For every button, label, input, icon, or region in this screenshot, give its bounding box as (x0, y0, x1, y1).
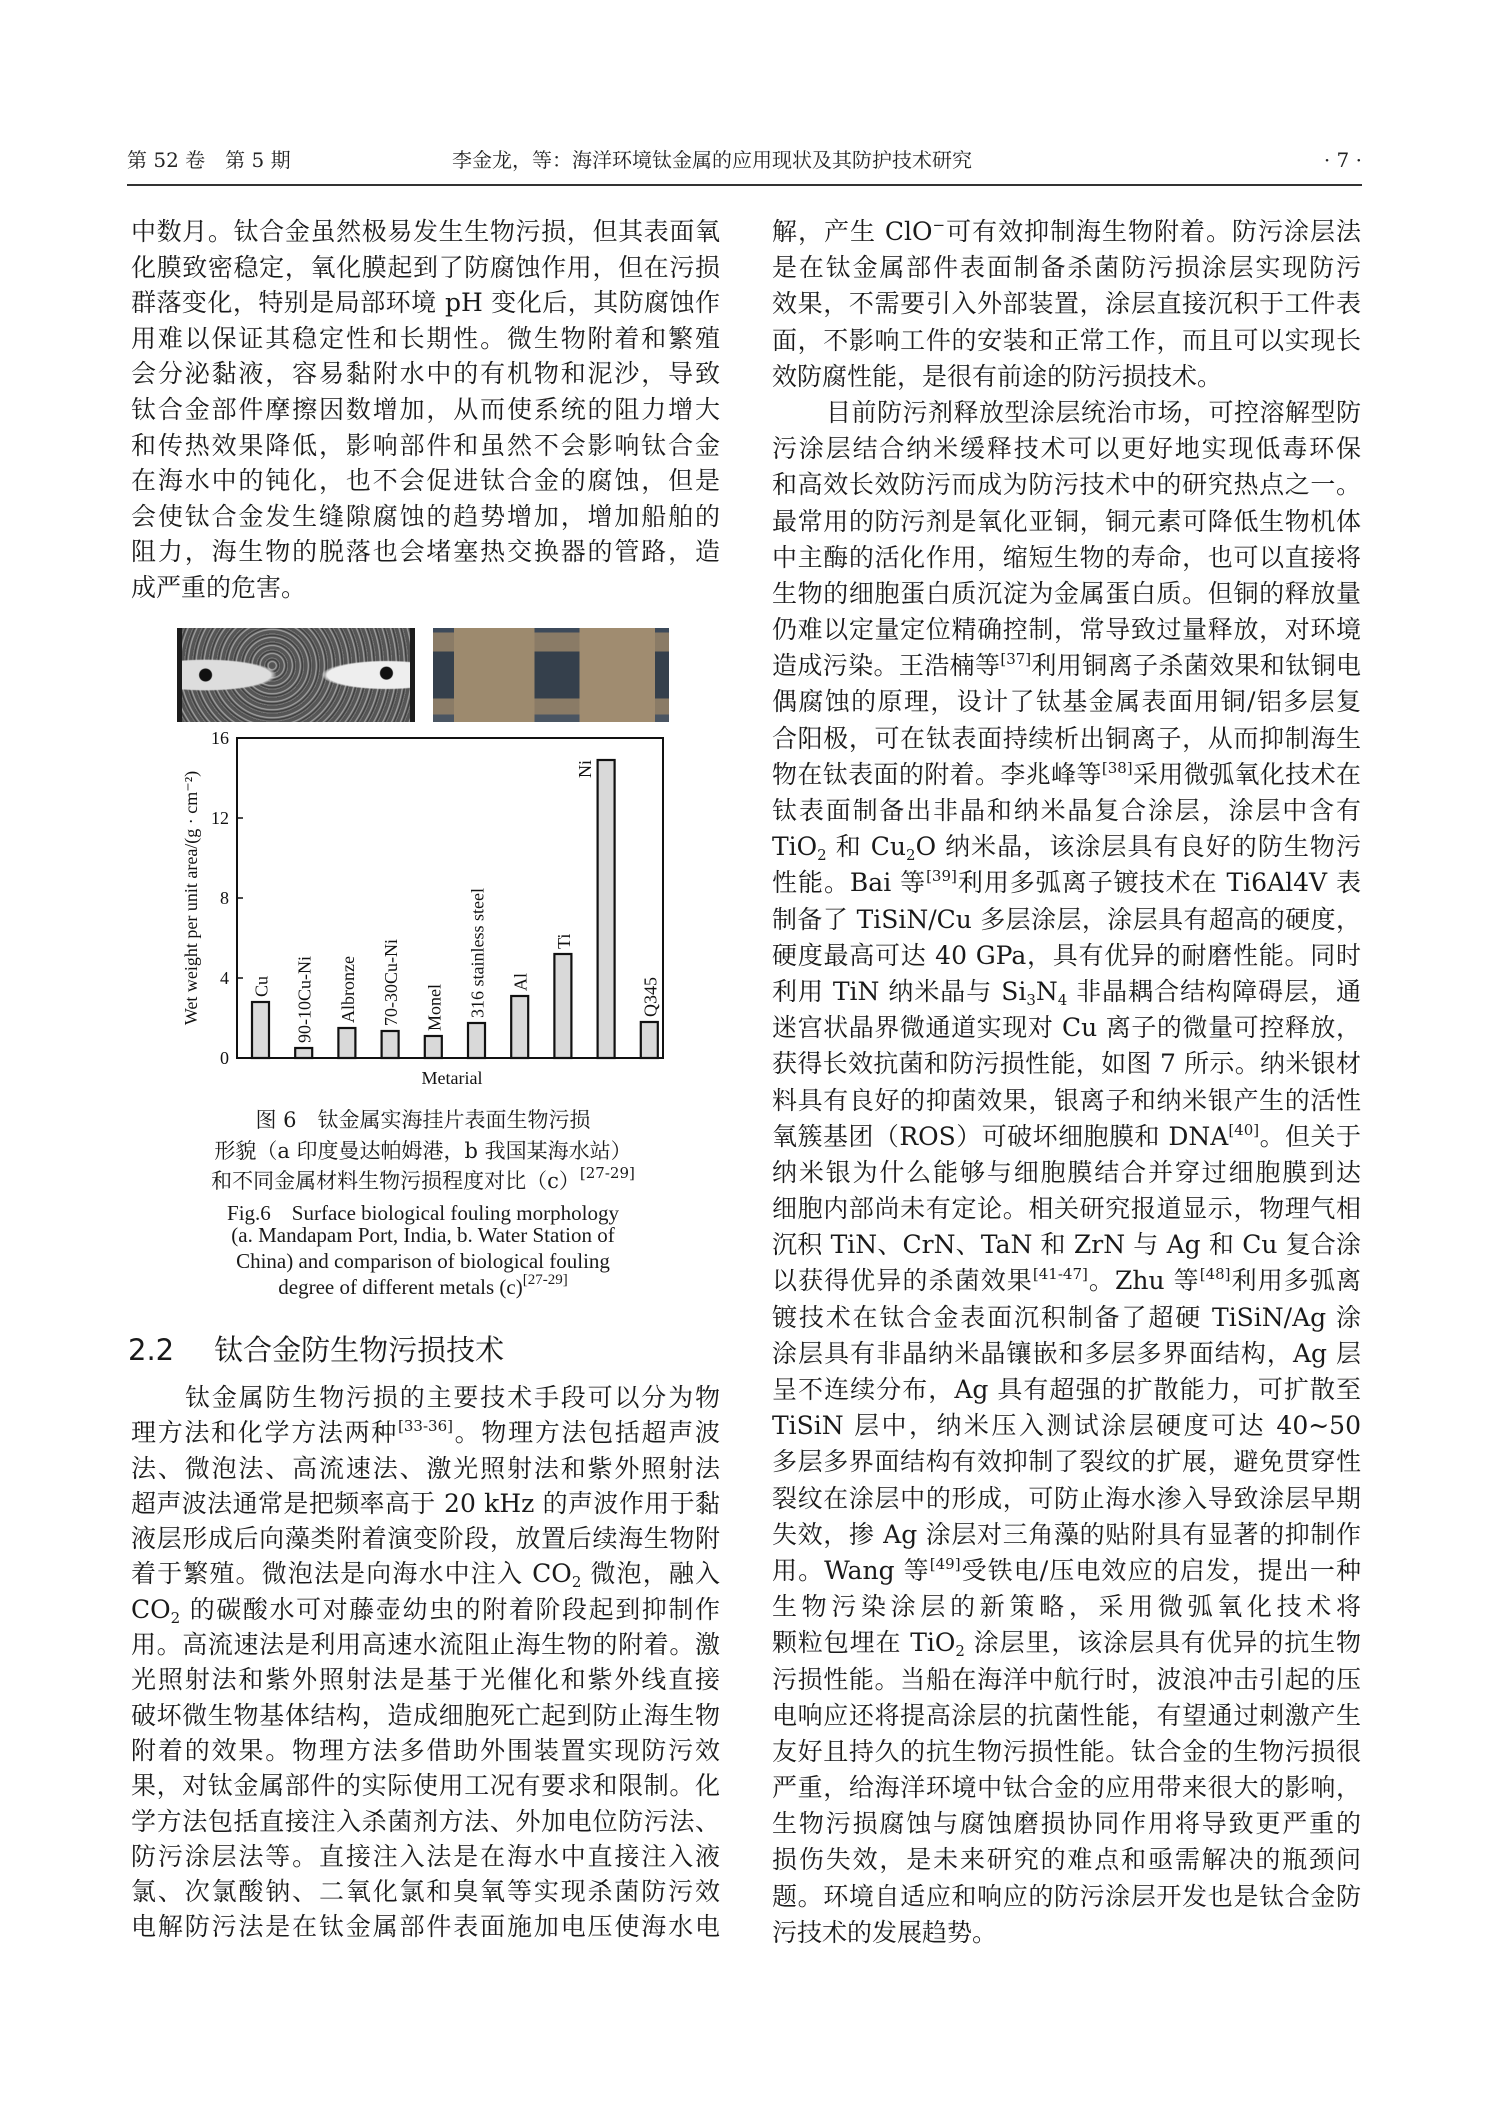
y-tick-label: 0 (220, 1048, 229, 1068)
caption-en-line-3: China) and comparison of biological fouling (236, 1249, 610, 1273)
text-run: 最常用的防污剂是氧化亚铜，铜元素可降低生物机体 (772, 506, 1361, 536)
text-line (131, 1451, 720, 1486)
text-run: 氧簇基团（ROS）可破坏细胞膜和 DNA (772, 1121, 1229, 1151)
text-line (131, 1733, 720, 1768)
text-run: 严重，给海洋环境中钛合金的应用带来很大的影响， (772, 1773, 1361, 1803)
superscript: [33-36] (398, 1417, 453, 1436)
text-line (772, 684, 1361, 720)
page-number: · 7 · (1323, 148, 1362, 172)
text-line (131, 1627, 720, 1662)
right-paragraph-2 (772, 395, 1361, 1951)
text-line (772, 214, 1361, 250)
text-run: 法、微泡法、高流速法、激光照射法和紫外照射法 (131, 1453, 720, 1483)
bar-q345 (641, 1022, 658, 1058)
bar-ni (598, 760, 615, 1058)
bar-90-10cu-ni (295, 1048, 312, 1058)
superscript: [37] (1000, 650, 1032, 669)
text-run: 面，不影响工件的安装和正常工作，而且可以实现长 (772, 325, 1361, 355)
text-line (772, 504, 1361, 540)
subscript: 2 (170, 1608, 181, 1627)
text-run: 用难以保证其稳定性和长期性。微生物附着和繁殖 (131, 323, 720, 353)
text-line (772, 1119, 1361, 1155)
text-run: 生物污损腐蚀与腐蚀磨损协同作用将导致更严重的 (772, 1809, 1361, 1839)
subscript: 3 (1026, 990, 1036, 1009)
text-run: 钛金属防生物污损的主要技术手段可以分为物 (185, 1383, 720, 1412)
text-run: 。物理方法包括超声波 (452, 1418, 720, 1448)
superscript: [49] (929, 1554, 961, 1573)
text-run: 生物的细胞蛋白质沉淀为金属蛋白质。但铜的释放量 (772, 578, 1361, 608)
text-run: 料具有良好的抑菌效果，银离子和纳米银产生的活性 (772, 1085, 1361, 1115)
text-run: 的碳酸水可对藤壶幼虫的附着阶段起到抑制作 (180, 1594, 720, 1624)
text-run: 破坏微生物基体结构，造成细胞死亡起到防止海生物 (131, 1700, 720, 1730)
text-line (772, 793, 1361, 829)
text-run: 题。环境自适应和响应的防污涂层开发也是钛合金防 (772, 1881, 1361, 1911)
text-run: 和 Cu (826, 832, 907, 862)
section-title: 钛合金防生物污损技术 (214, 1333, 505, 1367)
text-run: 纳米银为什么能够与细胞膜结合并穿过细胞膜到达 (772, 1157, 1361, 1187)
y-tick-label: 12 (211, 808, 229, 828)
text-line (772, 1698, 1361, 1734)
text-line (772, 395, 1361, 431)
text-run: 中主酶的活化作用，缩短生物的寿命，也可以直接将 (772, 542, 1361, 572)
text-line (772, 1408, 1361, 1444)
text-run: 氯、次氯酸钠、二氧化氯和臭氧等实现杀菌防污效 (131, 1877, 720, 1907)
text-run: 生物污染涂层的新策略，采用微弧氧化技术将 (772, 1592, 1361, 1622)
text-run: 会分泌黏液，容易黏附水中的有机物和泥沙，导致 (131, 359, 720, 389)
superscript: [40] (1228, 1120, 1260, 1139)
text-run: 制备了 TiSiN/Cu 多层涂层，涂层具有超高的硬度， (772, 904, 1361, 934)
bar-label: 70-30Cu-Ni (381, 939, 402, 1026)
superscript: [48] (1199, 1265, 1231, 1284)
y-tick-label: 16 (211, 728, 229, 748)
text-line (772, 1662, 1361, 1698)
text-run: 化膜致密稳定，氧化膜起到了防腐蚀作用，但在污损 (131, 252, 720, 282)
text-run: 防污涂层法等。直接注入法是在海水中直接注入液 (131, 1841, 720, 1871)
text-line (772, 938, 1361, 974)
text-line (772, 648, 1361, 684)
text-line (131, 1415, 720, 1450)
text-line (772, 1227, 1361, 1263)
text-line (131, 1556, 720, 1591)
text-line (772, 1046, 1361, 1082)
caption-en-line-1: Fig.6 Surface biological fouling morphology (227, 1201, 619, 1225)
text-line (131, 1592, 720, 1627)
text-line (772, 1625, 1361, 1661)
caption-en-line-2: (a. Mandapam Port, India, b. Water Station of (231, 1223, 615, 1247)
text-run: N (1035, 976, 1058, 1006)
text-line (131, 1768, 720, 1803)
text-line (772, 540, 1361, 576)
text-line (772, 1083, 1361, 1119)
bar-label: 90-10Cu-Ni (294, 956, 315, 1043)
text-run: 电响应还将提高涂层的抗菌性能，有望通过刺激产生 (772, 1700, 1361, 1730)
bar-label: Ni (575, 760, 596, 778)
text-run: 。但关于 (1259, 1121, 1361, 1151)
text-line (772, 1263, 1361, 1299)
text-line (772, 286, 1361, 322)
text-run: 钛合金部件摩擦因数增加，从而使系统的阻力增大 (131, 394, 720, 424)
text-line (131, 1804, 720, 1839)
text-run: 友好且持久的抗生物污损性能。钛合金的生物污损很 (772, 1736, 1361, 1766)
subscript: 2 (817, 846, 827, 865)
text-line (131, 1486, 720, 1521)
journal-volume-issue: 第 52 卷 第 5 期 (127, 148, 291, 172)
text-run: 采用微弧氧化技术在 (1132, 759, 1361, 789)
text-line (772, 1734, 1361, 1770)
text-run: 学方法包括直接注入杀菌剂方法、外加电位防污法、 (131, 1806, 720, 1836)
text-line (772, 250, 1361, 286)
text-run: 附着的效果。物理方法多借助外围装置实现防污效 (131, 1735, 720, 1765)
text-line (772, 1372, 1361, 1408)
text-line (772, 1915, 1361, 1951)
text-run: TiSiN 层中，纳米压入测试涂层硬度可达 40~50 (772, 1411, 1361, 1441)
text-run: 和高效长效防污而成为防污技术中的研究热点之一。 (772, 470, 1361, 500)
text-line (772, 1517, 1361, 1553)
text-line (772, 1770, 1361, 1806)
caption-zh-text: 和不同金属材料生物污损程度对比（c） (211, 1169, 580, 1193)
text-line (131, 1662, 720, 1697)
superscript: [41-47] (1032, 1265, 1088, 1284)
text-run: 损伤失效，是未来研究的难点和亟需解决的瓶颈问 (772, 1845, 1361, 1875)
text-run: 裂纹在涂层中的形成，可防止海水渗入导致涂层早期 (772, 1483, 1361, 1513)
text-line (772, 757, 1361, 793)
text-run: 群落变化，特别是局部环境 pH 变化后，其防腐蚀作 (131, 288, 720, 318)
superscript: [39] (926, 867, 957, 886)
superscript: [38] (1101, 758, 1133, 777)
text-run: 光照射法和紫外照射法是基于光催化和紫外线直接 (131, 1665, 720, 1695)
text-run: 物在钛表面的附着。李兆峰等 (772, 759, 1102, 789)
text-run: 成严重的危害。 (131, 572, 307, 602)
text-run: 和传热效果降低，影响部件和虽然不会影响钛合金 (131, 430, 720, 460)
text-line (131, 1839, 720, 1874)
text-line (772, 431, 1361, 467)
text-run: 涂层具有非晶纳米晶镶嵌和多层多界面结构，Ag 层 (772, 1338, 1361, 1368)
text-run: CO (131, 1594, 171, 1624)
text-line (772, 576, 1361, 612)
text-line (772, 323, 1361, 359)
x-axis-label: Metarial (421, 1068, 483, 1088)
text-run: 污损性能。当船在海洋中航行时，波浪冲击引起的压 (772, 1664, 1361, 1694)
subscript: 4 (1057, 990, 1068, 1009)
caption-en-line-4 (131, 1272, 715, 1300)
text-run: 细胞内部尚未有定论。相关研究报道显示，物理气相 (772, 1194, 1361, 1224)
right-column (772, 214, 1361, 1951)
bar-cu (252, 1002, 269, 1058)
text-line (131, 1909, 720, 1944)
text-line (772, 467, 1361, 503)
text-run: 失效，掺 Ag 涂层对三角藻的贴附具有显著的抑制作 (772, 1519, 1361, 1549)
superscript: − (932, 216, 946, 234)
text-line (772, 1806, 1361, 1842)
text-run: 沉积 TiN、CrN、TaN 和 ZrN 与 Ag 和 Cu 复合涂 (772, 1230, 1361, 1260)
text-run: 利用 TiN 纳米晶与 Si (772, 976, 1027, 1006)
bar-label: Al (510, 973, 531, 991)
text-run: 用。高流速法是利用高速水流阻止海生物的附着。激 (131, 1630, 720, 1660)
fouling-bar-chart (0, 0, 720, 1100)
bar-label: Albronze (337, 956, 358, 1023)
text-line (772, 721, 1361, 757)
text-run: 解，产生 ClO (772, 217, 933, 246)
bar-albronze (338, 1028, 355, 1058)
text-line (772, 865, 1361, 901)
text-line (772, 1300, 1361, 1336)
text-run: 用。Wang 等 (772, 1555, 930, 1585)
bar-label: Q345 (640, 977, 661, 1017)
y-axis-label: Wet weight per unit area/(g · cm⁻²) (181, 770, 201, 1026)
text-line (772, 1589, 1361, 1625)
caption-zh-ref: [27-29] (579, 1164, 635, 1182)
bar-label: Ti (553, 933, 574, 949)
text-line (772, 359, 1361, 395)
text-line (772, 1010, 1361, 1046)
text-line (772, 974, 1361, 1010)
text-run: 电解防污法是在钛金属部件表面施加电压使海水电 (131, 1912, 720, 1942)
text-run: 会使钛合金发生缝隙腐蚀的趋势增加，增加船舶的 (131, 501, 720, 531)
text-run: 以获得优异的杀菌效果 (772, 1266, 1033, 1296)
text-run: O 纳米晶，该涂层具有良好的防生物污 (915, 832, 1361, 862)
text-run: 偶腐蚀的原理，设计了钛基金属表面用铜/铝多层复 (772, 687, 1361, 717)
y-tick-label: 4 (220, 968, 229, 988)
text-line (772, 612, 1361, 648)
subscript: 2 (955, 1642, 965, 1661)
text-run: 效果，不需要引入外部装置，涂层直接沉积于工件表 (772, 289, 1361, 319)
y-tick-label: 8 (220, 888, 229, 908)
text-line (772, 1553, 1361, 1589)
text-run: 多层多界面结构有效抑制了裂纹的扩展，避免贯穿性 (772, 1447, 1361, 1477)
text-run: 造成污染。王浩楠等 (772, 651, 1001, 681)
text-line (772, 1842, 1361, 1878)
text-run: 涂层里，该涂层具有优异的抗生物 (964, 1628, 1361, 1658)
text-line (772, 1191, 1361, 1227)
text-run: 合阳极，可在钛表面持续析出铜离子，从而抑制海生 (772, 723, 1361, 753)
running-title: 李金龙，等：海洋环境钛金属的应用现状及其防护技术研究 (452, 148, 972, 172)
text-run: 污涂层结合纳米缓释技术可以更好地实现低毒环保 (772, 434, 1361, 464)
text-run: 果，对钛金属部件的实际使用工况有要求和限制。化 (131, 1771, 720, 1801)
text-line (772, 1879, 1361, 1915)
text-run: TiO (772, 832, 818, 862)
text-line (131, 1874, 720, 1909)
bar-70-30cu-ni (382, 1031, 399, 1058)
text-run: 微泡，融入 (581, 1559, 720, 1589)
text-run: 效防腐性能，是很有前途的防污损技术。 (772, 361, 1223, 391)
text-run: 理方法和化学方法两种 (131, 1418, 399, 1448)
text-run: 可有效抑制海生物附着。防污涂层法 (945, 217, 1361, 246)
text-line (772, 902, 1361, 938)
caption-zh-line-1: 图 6 钛金属实海挂片表面生物污损 (255, 1108, 591, 1132)
bar-monel (425, 1036, 442, 1058)
text-run: 硬度最高可达 40 GPa，具有优异的耐磨性能。同时 (772, 940, 1361, 970)
text-run: 在海水中的钝化，也不会促进钛合金的腐蚀，但是 (131, 466, 720, 496)
text-run: 中数月。钛合金虽然极易发生生物污损，但其表面氧 (131, 217, 720, 246)
text-run: 性能。Bai 等 (772, 868, 927, 898)
text-run: 镀技术在钛合金表面沉积制备了超硬 TiSiN/Ag 涂 (772, 1302, 1361, 1332)
text-run: 是在钛金属部件表面制备杀菌防污损涂层实现防污 (772, 253, 1361, 283)
text-run: 非晶耦合结构障碍层，通 (1076, 976, 1361, 1006)
text-line (772, 1155, 1361, 1191)
bar-ti (554, 954, 571, 1058)
text-line (772, 1444, 1361, 1480)
text-run: 利用铜离子杀菌效果和钛铜电 (1031, 651, 1361, 681)
text-line (772, 829, 1361, 865)
caption-en-text: degree of different metals (c) (278, 1275, 523, 1299)
text-line (772, 1336, 1361, 1372)
caption-zh-line-3 (131, 1165, 715, 1195)
caption-zh-line-2: 形貌（a 印度曼达帕姆港，b 我国某海水站） (214, 1139, 632, 1163)
bar-al (511, 996, 528, 1058)
text-run: 受铁电/压电效应的启发，提出一种 (960, 1555, 1361, 1585)
left-paragraph-2 (131, 1380, 720, 1945)
text-run: 颗粒包埋在 TiO (772, 1628, 956, 1658)
text-line (131, 1698, 720, 1733)
text-run: 液层形成后向藻类附着演变阶段，放置后续海生物附 (131, 1524, 720, 1554)
text-run: 仍难以定量定位精确控制，常导致过量释放，对环境 (772, 615, 1361, 645)
text-run: 阻力，海生物的脱落也会堵塞热交换器的管路，造 (131, 537, 720, 567)
text-run: 污技术的发展趋势。 (772, 1917, 998, 1947)
section-heading (128, 1328, 504, 1369)
text-line (131, 1380, 720, 1415)
text-run: 着于繁殖。微泡法是向海水中注入 CO (131, 1559, 572, 1589)
text-run: 目前防污剂释放型涂层统治市场，可控溶解型防 (826, 397, 1361, 427)
text-run: 呈不连续分布，Ag 具有超强的扩散能力，可扩散至 (772, 1375, 1361, 1404)
text-run: 钛表面制备出非晶和纳米晶复合涂层，涂层中含有 (772, 796, 1361, 825)
subscript: 2 (906, 846, 916, 865)
text-run: 超声波法通常是把频率高于 20 kHz 的声波作用于黏 (131, 1488, 720, 1518)
subscript: 2 (571, 1573, 582, 1592)
right-paragraph-1 (772, 214, 1361, 395)
text-run: 获得长效抗菌和防污损性能，如图 7 所示。纳米银材 (772, 1049, 1361, 1079)
text-run: 利用多弧离子镀技术在 Ti6Al4V 表 (956, 868, 1361, 898)
text-run: 利用多弧离 (1230, 1266, 1361, 1296)
bar-label: Monel (424, 984, 445, 1031)
text-line (131, 1521, 720, 1556)
bar-label: Cu (251, 975, 272, 997)
section-number: 2.2 (128, 1333, 175, 1367)
text-line (772, 1481, 1361, 1517)
bar-316-stainless-steel (468, 1023, 485, 1058)
text-run: 。Zhu 等 (1087, 1266, 1200, 1296)
caption-en-ref: [27-29] (522, 1272, 568, 1288)
text-run: 迷宫状晶界微通道实现对 Cu 离子的微量可控释放， (772, 1013, 1361, 1043)
bar-label: 316 stainless steel (467, 888, 488, 1018)
